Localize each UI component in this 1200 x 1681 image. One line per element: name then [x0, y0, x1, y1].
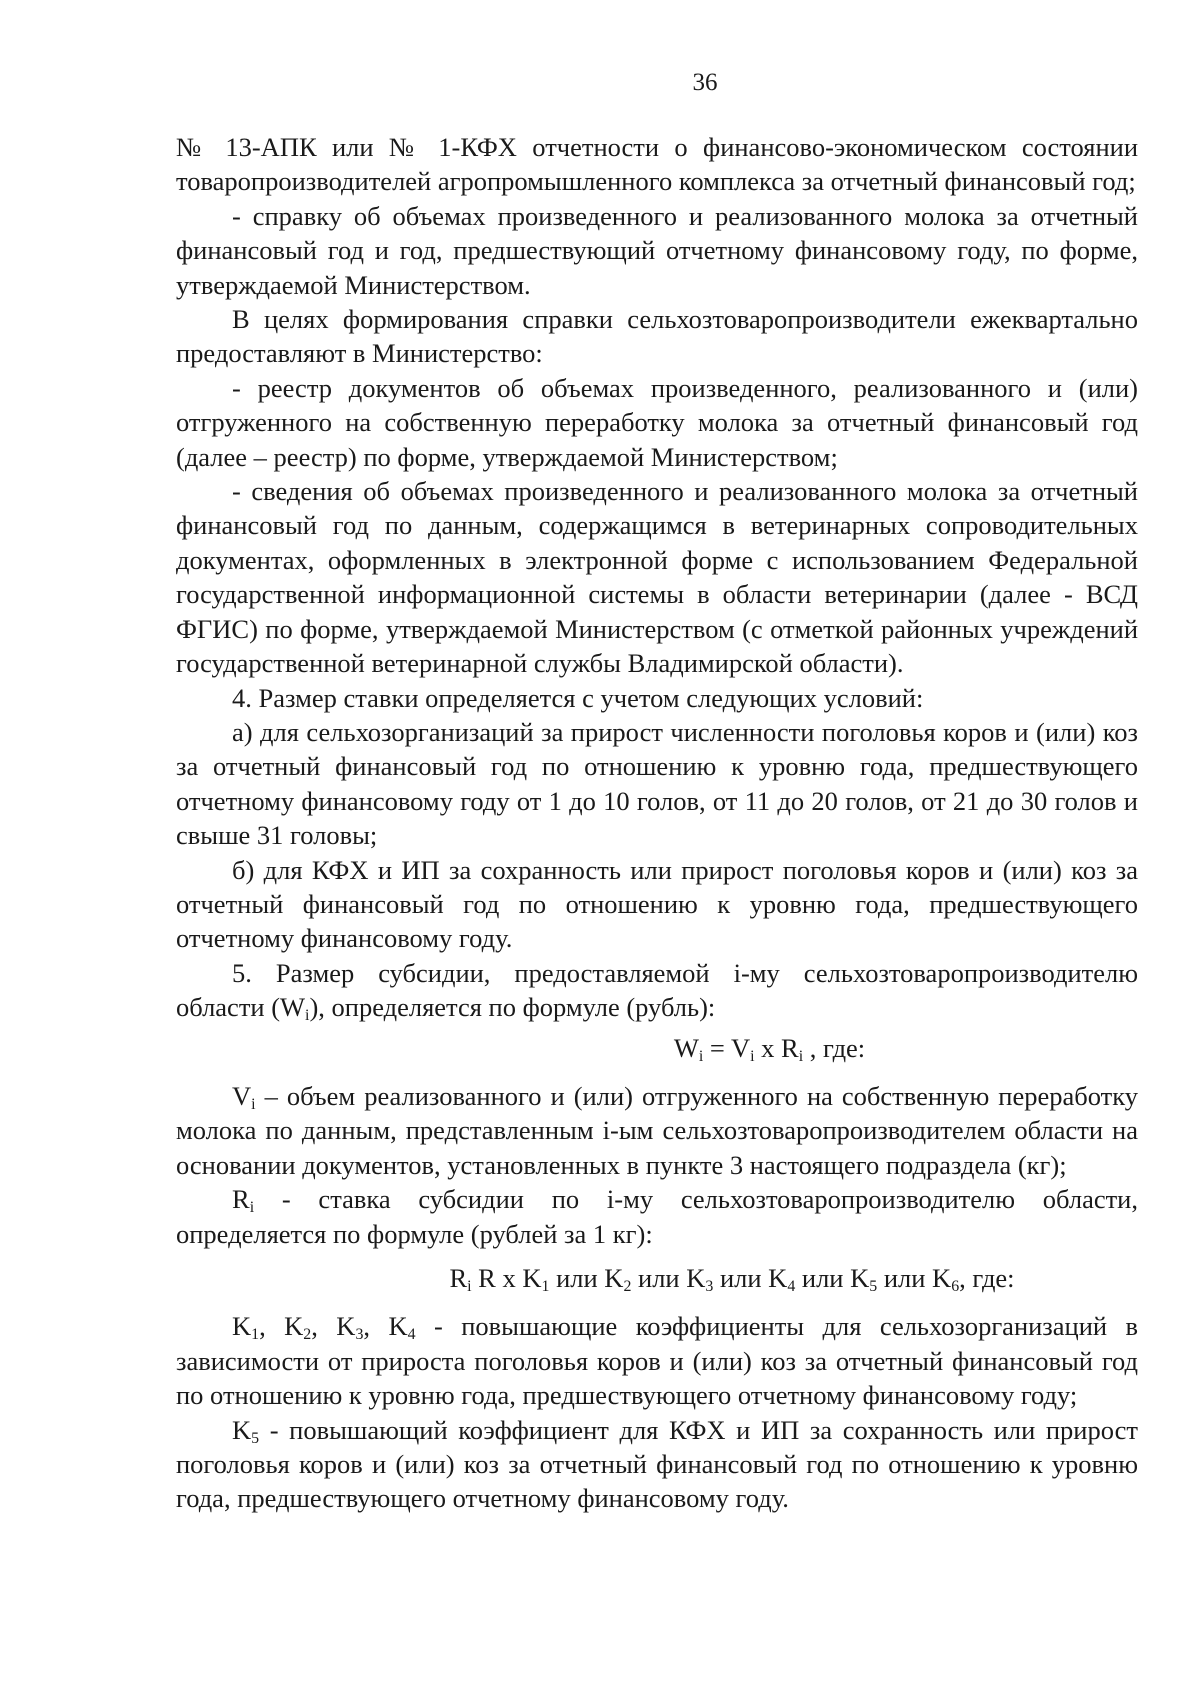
- paragraph-vsd-fgis: - сведения об объемах произведенного и реализованного молока за отчетный финансовый год по данным, содержащимся в ветеринарных сопроводительных документах, оформленных в электронной форме с использованием Федеральной государственной информационной системы в области ветеринарии (далее - ВСД ФГИС) по форме, утверждаемой Министерством (с отметкой районных учреждений государственной ветеринарной службы Владимирской области).: [176, 476, 1138, 679]
- formula-subsidy: $W_i = V_i$ x $R_i$ , где:: [673, 1032, 866, 1065]
- formula-rate: $R_i$ R x $K_1$ или $K_2$ или $K_3$ или $K_4$ или $K_5$ или $K_6$, где:: [449, 1263, 1015, 1295]
- paragraph-register: - реестр документов об объемах произведенного, реализованного и (или) отгруженного на собственную переработку молока за отчетный финансовый год (далее – реестр) по форме, утверждаемой Министерством;: [176, 372, 1138, 472]
- paragraph-rate-definition: $R_i$ - ставка субсидии по i-му сельхозтоваропроизводителю области, определяется по формуле (рублей за 1 кг):: [176, 1184, 1138, 1249]
- paragraph-report-forms: № 13-АПК или № 1-КФХ отчетности о финансово-экономическом состоянии товаропроизводителей агропромышленного комплекса за отчетный финансовый год;: [176, 132, 1138, 197]
- paragraph-condition-b: б) для КФХ и ИП за сохранность или прирост поголовья коров и (или) коз за отчетный финансовый год по отношению к уровню года, предшествующего отчетному финансовому году.: [176, 854, 1138, 954]
- paragraph-coefficient-k5: $K_5$ - повышающий коэффициент для КФХ и ИП за сохранность или прирост поголовья коров и (или) коз за отчетный финансовый год по отношению к уровню года, предшествующего отчетному финансовому году.: [176, 1414, 1138, 1514]
- document-body: [176, 130, 1138, 1516]
- paragraph-milk-certificate: - справку об объемах произведенного и реализованного молока за отчетный финансовый год и год, предшествующий отчетному финансовому году, по форме, утверждаемой Министерством.: [176, 200, 1138, 300]
- page-number: 36: [692, 69, 718, 96]
- paragraph-condition-a: а) для сельхозорганизаций за прирост численности поголовья коров и (или) коз за отчетный финансовый год по отношению к уровню года, предшествующего отчетному финансовому году от 1 до 10 голов, от 11 до 20 голов, от 21 до 30 голов и свыше 31 головы;: [176, 716, 1138, 851]
- paragraph-certificate-purpose: В целях формирования справки сельхозтоваропроизводители ежеквартально предоставляют в Министерство:: [176, 304, 1138, 369]
- paragraph-volume-definition: $V_i$ – объем реализованного и (или) отгруженного на собственную переработку молока по данным, представленным i-ым сельхозтоваропроизводителем области на основании документов, установленных в пункте 3 настоящего подраздела (кг);: [176, 1080, 1138, 1180]
- paragraph-coefficients-k1-k4: $K_1$, $K_2$, $K_3$, $K_4$ - повышающие коэффициенты для сельхозорганизаций в зависимости от прироста поголовья коров и (или) коз за отчетный финансовый год по отношению к уровню года, предшествующего отчетному финансовому году;: [176, 1311, 1139, 1411]
- paragraph-subsidy-size: 5. Размер субсидии, предоставляемой i-му сельхозтоваропроизводителю области $(W_i)$, определяется по формуле (рубль):: [176, 957, 1138, 1025]
- paragraph-rate-conditions: 4. Размер ставки определяется с учетом следующих условий:: [232, 682, 924, 713]
